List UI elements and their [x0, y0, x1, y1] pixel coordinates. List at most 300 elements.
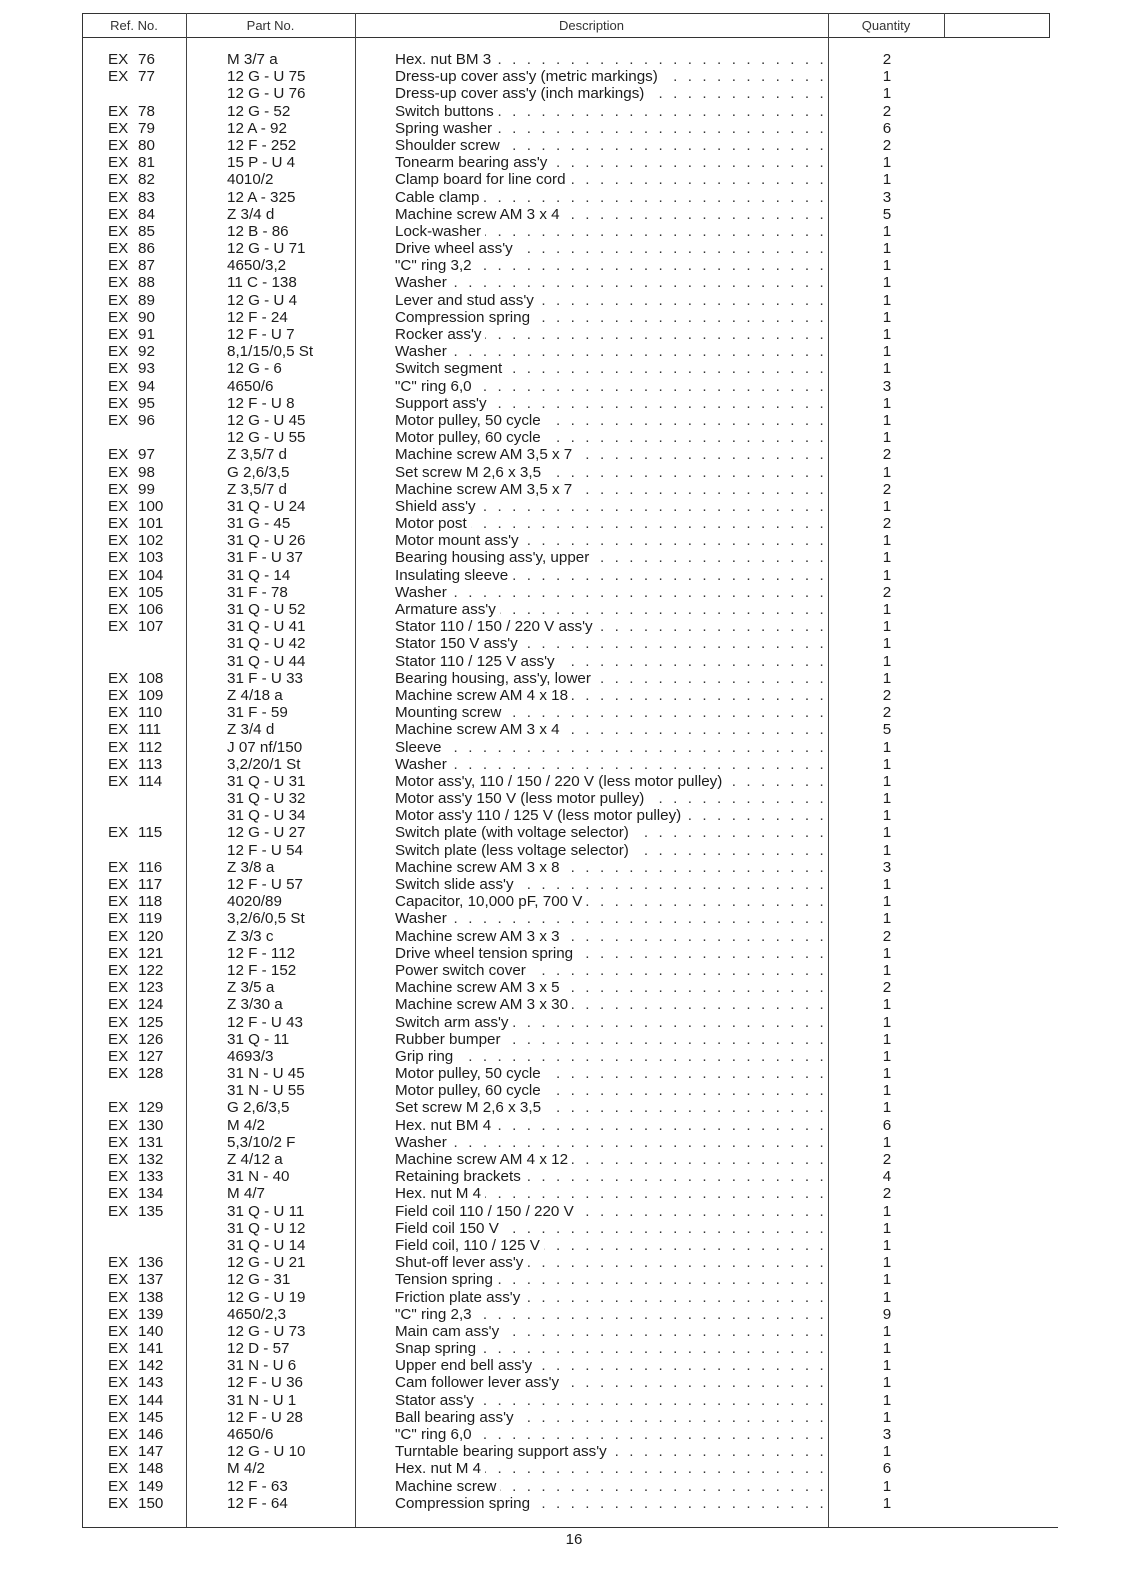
quantity-cell: 2: [882, 1151, 892, 1168]
description-cell: [395, 1082, 825, 1099]
ref-number: 94: [138, 377, 155, 395]
ref-number: 92: [138, 343, 155, 361]
quantity-cell: 1: [882, 601, 892, 618]
description-cell: [395, 1220, 825, 1237]
part-number-cell: 31 N - U 6: [227, 1357, 297, 1375]
description-text: Support ass'y: [395, 395, 491, 412]
ref-number: 87: [138, 257, 155, 275]
part-number-cell: 3,2/6/0,5 St: [227, 910, 305, 928]
description-text: Stator 150 V ass'y: [395, 635, 522, 652]
part-number-cell: 12 D - 57: [227, 1340, 290, 1358]
description-cell: [395, 1409, 825, 1426]
quantity-cell: 1: [882, 910, 892, 928]
ref-number: 77: [138, 68, 155, 86]
ref-number: 95: [138, 394, 155, 412]
part-number-cell: 12 F - 24: [227, 308, 288, 326]
quantity-cell: 5: [882, 205, 892, 223]
part-number-cell: 31 Q - U 14: [227, 1236, 306, 1254]
ref-cell: [108, 876, 204, 893]
ref-number: 130: [138, 1116, 164, 1134]
part-number-cell: 12 F - 112: [227, 944, 296, 962]
ref-number: 80: [138, 136, 155, 154]
part-number-cell: Z 3/3 c: [227, 927, 274, 945]
ref-cell: [108, 412, 204, 429]
part-number-cell: 31 N - 40: [227, 1168, 290, 1186]
description-cell: [395, 1203, 825, 1220]
ref-prefix: EX: [108, 601, 129, 618]
ref-number: 119: [138, 910, 163, 928]
description-text: Machine screw AM 4 x 12: [395, 1151, 572, 1168]
description-cell: [395, 412, 825, 429]
description-cell: [395, 1495, 825, 1512]
ref-number: 86: [138, 240, 155, 258]
description-cell: [395, 292, 825, 309]
table-row: [82, 1254, 1050, 1271]
quantity-cell: 3: [882, 377, 892, 395]
part-number-cell: 31 Q - 14: [227, 566, 291, 584]
description-cell: [395, 1374, 825, 1391]
description-text: Switch plate (less voltage selector): [395, 842, 633, 859]
table-row: [82, 893, 1050, 910]
ref-prefix: EX: [108, 377, 129, 395]
ref-cell: [108, 910, 204, 927]
part-number-cell: 4020/89: [227, 893, 282, 911]
ref-cell: [108, 171, 204, 188]
ref-prefix: EX: [108, 721, 129, 739]
table-row: [82, 51, 1050, 68]
ref-prefix: EX: [108, 1151, 129, 1168]
part-number-cell: 12 A - 325: [227, 188, 296, 206]
description-cell: [395, 1117, 825, 1134]
description-text: Motor ass'y 150 V (less motor pulley): [395, 790, 648, 807]
description-text: Snap spring: [395, 1340, 480, 1357]
ref-prefix: EX: [108, 1374, 129, 1392]
ref-number: 111: [138, 721, 162, 739]
ref-prefix: EX: [108, 583, 129, 601]
ref-cell: [108, 859, 204, 876]
quantity-cell: 1: [882, 876, 892, 893]
ref-number: 124: [138, 996, 164, 1014]
quantity-cell: 1: [882, 274, 892, 292]
description-text: Field coil 150 V: [395, 1220, 503, 1237]
description-cell: [395, 309, 825, 326]
quantity-cell: 1: [882, 85, 892, 103]
table-row: [82, 859, 1050, 876]
quantity-cell: 1: [882, 343, 892, 361]
table-row: [82, 68, 1050, 85]
ref-prefix: EX: [108, 480, 129, 498]
part-number-cell: 12 G - U 27: [227, 824, 306, 842]
ref-number: 85: [138, 222, 155, 240]
table-row: [82, 1409, 1050, 1426]
part-number-cell: 31 Q - U 34: [227, 807, 306, 825]
ref-prefix: EX: [108, 1408, 129, 1426]
quantity-cell: 2: [882, 102, 892, 120]
ref-prefix: EX: [108, 686, 129, 704]
description-cell: [395, 360, 825, 377]
part-number-cell: 31 N - U 1: [227, 1391, 297, 1409]
ref-cell: [108, 240, 204, 257]
quantity-cell: 2: [882, 686, 892, 704]
table-row: [82, 171, 1050, 188]
ref-cell: [108, 481, 204, 498]
quantity-cell: 1: [882, 1030, 892, 1048]
description-text: Machine screw AM 3 x 3: [395, 928, 564, 945]
quantity-cell: 1: [882, 411, 892, 429]
ref-cell: [108, 584, 204, 601]
description-cell: [395, 996, 825, 1013]
table-row: [82, 687, 1050, 704]
description-text: Friction plate ass'y: [395, 1289, 524, 1306]
quantity-cell: 2: [882, 979, 892, 997]
description-text: Compression spring: [395, 1495, 534, 1512]
quantity-cell: 1: [882, 1082, 892, 1100]
description-cell: [395, 584, 825, 601]
quantity-cell: 1: [882, 1477, 892, 1495]
part-number-cell: 5,3/10/2 F: [227, 1133, 296, 1151]
table-row: [82, 979, 1050, 996]
ref-number: 84: [138, 205, 155, 223]
table-row: [82, 1203, 1050, 1220]
ref-prefix: EX: [108, 704, 129, 722]
table-row: [82, 1220, 1050, 1237]
header-quantity: Quantity: [861, 18, 911, 33]
quantity-cell: 1: [882, 790, 892, 808]
part-number-cell: 12 A - 92: [227, 119, 287, 137]
ref-cell: [108, 1203, 204, 1220]
ref-prefix: EX: [108, 1168, 129, 1186]
part-number-cell: 31 Q - U 26: [227, 532, 306, 550]
table-row: [82, 1168, 1050, 1185]
description-cell: [395, 670, 825, 687]
description-text: Set screw M 2,6 x 3,5: [395, 464, 545, 481]
part-number-cell: 8,1/15/0,5 St: [227, 343, 314, 361]
table-row: [82, 1031, 1050, 1048]
part-number-cell: 31 Q - U 11: [227, 1202, 305, 1220]
description-cell: [395, 1289, 825, 1306]
part-number-cell: 12 G - U 10: [227, 1443, 306, 1461]
table-row: [82, 1151, 1050, 1168]
description-cell: [395, 687, 825, 704]
quantity-cell: 3: [882, 188, 892, 206]
quantity-cell: 2: [882, 51, 892, 68]
ref-number: 120: [138, 927, 164, 945]
ref-number: 149: [138, 1477, 164, 1495]
quantity-cell: 6: [882, 119, 892, 137]
description-text: Spring washer: [395, 120, 496, 137]
part-number-cell: G 2,6/3,5: [227, 1099, 290, 1117]
quantity-cell: 1: [882, 1408, 892, 1426]
ref-number: 106: [138, 601, 164, 618]
quantity-cell: 1: [882, 360, 892, 378]
table-row: [82, 326, 1050, 343]
description-text: Turntable bearing support ass'y: [395, 1443, 611, 1460]
description-text: Motor post: [395, 515, 471, 532]
part-number-cell: 12 F - U 7: [227, 326, 295, 343]
quantity-cell: 1: [882, 222, 892, 240]
quantity-cell: 1: [882, 961, 892, 979]
quantity-cell: 1: [882, 429, 892, 447]
ref-number: 145: [138, 1408, 164, 1426]
ref-number: 142: [138, 1357, 164, 1375]
quantity-cell: 1: [882, 996, 892, 1014]
quantity-cell: 1: [882, 566, 892, 584]
ref-cell: [108, 1392, 204, 1409]
description-cell: [395, 171, 825, 188]
part-number-cell: M 4/2: [227, 1116, 265, 1134]
ref-cell: [108, 1374, 204, 1391]
description-text: Hex. nut M 4: [395, 1460, 485, 1477]
header-ref-no: Ref. No.: [110, 18, 158, 33]
quantity-cell: 1: [882, 1236, 892, 1254]
part-number-cell: 12 G - U 71: [227, 240, 306, 258]
description-text: Motor pulley, 60 cycle: [395, 429, 545, 446]
ref-cell: [108, 309, 204, 326]
ref-prefix: EX: [108, 738, 129, 756]
part-number-cell: 12 G - U 73: [227, 1322, 306, 1340]
quantity-cell: 5: [882, 721, 892, 739]
description-cell: [395, 1478, 825, 1495]
table-row: [82, 807, 1050, 824]
description-cell: [395, 1014, 825, 1031]
quantity-cell: 2: [882, 515, 892, 533]
ref-cell: [108, 498, 204, 515]
ref-prefix: EX: [108, 1271, 129, 1289]
description-cell: [395, 842, 825, 859]
ref-cell: [108, 893, 204, 910]
description-cell: [395, 824, 825, 841]
table-row: [82, 1289, 1050, 1306]
description-cell: [395, 532, 825, 549]
description-cell: [395, 189, 825, 206]
part-number-cell: 12 G - U 21: [227, 1254, 306, 1272]
ref-prefix: EX: [108, 394, 129, 412]
ref-prefix: EX: [108, 1013, 129, 1031]
description-text: Machine screw AM 3 x 4: [395, 206, 564, 223]
ref-prefix: EX: [108, 876, 129, 893]
ref-number: 101: [138, 515, 164, 533]
description-cell: [395, 1323, 825, 1340]
quantity-cell: 3: [882, 858, 892, 876]
ref-number: 81: [138, 154, 155, 172]
ref-prefix: EX: [108, 824, 129, 842]
description-cell: [395, 154, 825, 171]
ref-prefix: EX: [108, 343, 129, 361]
description-cell: [395, 223, 825, 240]
description-text: Washer: [395, 910, 451, 927]
ref-prefix: EX: [108, 858, 129, 876]
description-text: Motor ass'y 110 / 125 V (less motor pulley): [395, 807, 685, 824]
description-cell: [395, 979, 825, 996]
ref-cell: [108, 360, 204, 377]
quantity-cell: 1: [882, 394, 892, 412]
part-number-cell: 31 N - U 45: [227, 1065, 305, 1083]
description-text: "C" ring 2,3: [395, 1306, 476, 1323]
ref-number: 90: [138, 308, 155, 326]
ref-prefix: EX: [108, 257, 129, 275]
description-text: Switch arm ass'y: [395, 1014, 512, 1031]
ref-prefix: EX: [108, 1477, 129, 1495]
table-row: [82, 446, 1050, 463]
ref-number: 114: [138, 772, 163, 790]
description-text: Machine screw AM 3 x 4: [395, 721, 564, 738]
table-row: [82, 309, 1050, 326]
ref-prefix: EX: [108, 1443, 129, 1461]
description-cell: [395, 1151, 825, 1168]
ref-prefix: EX: [108, 979, 129, 997]
description-cell: [395, 378, 825, 395]
description-cell: [395, 567, 825, 584]
ref-cell: [108, 1495, 204, 1512]
part-number-cell: 12 B - 86: [227, 222, 289, 240]
description-cell: [395, 1048, 825, 1065]
description-text: Grip ring: [395, 1048, 457, 1065]
quantity-cell: 1: [882, 463, 892, 481]
quantity-cell: 2: [882, 136, 892, 154]
ref-prefix: EX: [108, 1254, 129, 1272]
quantity-cell: 1: [882, 549, 892, 567]
ref-prefix: EX: [108, 1494, 129, 1512]
ref-number: 138: [138, 1288, 164, 1306]
table-row: [82, 360, 1050, 377]
description-cell: [395, 1254, 825, 1271]
ref-cell: [108, 1460, 204, 1477]
ref-prefix: EX: [108, 154, 129, 172]
table-row: [82, 85, 1050, 102]
quantity-cell: 2: [882, 583, 892, 601]
quantity-cell: 1: [882, 652, 892, 670]
table-row: [82, 1392, 1050, 1409]
part-number-cell: 12 F - 252: [227, 136, 297, 154]
table-row: [82, 103, 1050, 120]
quantity-cell: 3: [882, 1426, 892, 1443]
ref-cell: [108, 1254, 204, 1271]
ref-cell: [108, 670, 204, 687]
table-row: [82, 1426, 1050, 1443]
description-cell: [395, 739, 825, 756]
ref-cell: [108, 292, 204, 309]
table-row: [82, 1082, 1050, 1099]
table-row: [82, 481, 1050, 498]
ref-prefix: EX: [108, 755, 129, 773]
table-row: [82, 1495, 1050, 1512]
ref-number: 134: [138, 1185, 164, 1203]
table-row: [82, 154, 1050, 171]
ref-number: 97: [138, 446, 155, 464]
description-cell: [395, 1031, 825, 1048]
quantity-cell: 1: [882, 1494, 892, 1512]
ref-number: 135: [138, 1202, 164, 1220]
header-bottom-border: [82, 37, 1050, 38]
description-text: Shut-off lever ass'y: [395, 1254, 527, 1271]
quantity-cell: 1: [882, 893, 892, 911]
description-cell: [395, 206, 825, 223]
description-text: Mounting screw: [395, 704, 505, 721]
quantity-cell: 1: [882, 154, 892, 172]
table-row: [82, 1443, 1050, 1460]
quantity-cell: 2: [882, 1185, 892, 1203]
description-text: Field coil 110 / 150 / 220 V: [395, 1203, 578, 1220]
part-number-cell: 12 G - U 55: [227, 429, 306, 447]
description-cell: [395, 756, 825, 773]
table-row: [82, 704, 1050, 721]
description-text: Stator 110 / 150 / 220 V ass'y: [395, 618, 597, 635]
quantity-cell: 1: [882, 257, 892, 275]
description-cell: [395, 721, 825, 738]
description-cell: [395, 549, 825, 566]
part-number-cell: 12 F - U 57: [227, 876, 303, 893]
description-text: Hex. nut BM 4: [395, 1117, 495, 1134]
description-cell: [395, 343, 825, 360]
part-number-cell: 31 Q - U 42: [227, 635, 306, 653]
ref-number: 144: [138, 1391, 164, 1409]
quantity-cell: 1: [882, 618, 892, 636]
ref-number: 96: [138, 411, 155, 429]
quantity-cell: 1: [882, 308, 892, 326]
part-number-cell: 31 F - 78: [227, 583, 288, 601]
quantity-cell: 1: [882, 1099, 892, 1117]
part-number-cell: Z 3/5 a: [227, 979, 275, 997]
part-number-cell: 12 F - U 36: [227, 1374, 303, 1392]
ref-cell: [108, 206, 204, 223]
description-text: Tonearm bearing ass'y: [395, 154, 551, 171]
ref-cell: [108, 601, 204, 618]
description-text: Tension spring: [395, 1271, 497, 1288]
ref-prefix: EX: [108, 1288, 129, 1306]
table-row: [82, 721, 1050, 738]
table-row: [82, 1478, 1050, 1495]
description-text: Machine screw AM 3,5 x 7: [395, 481, 576, 498]
table-row: [82, 532, 1050, 549]
description-cell: [395, 618, 825, 635]
description-text: Washer: [395, 584, 451, 601]
table-row: [82, 549, 1050, 566]
ref-cell: [108, 756, 204, 773]
ref-cell: [108, 395, 204, 412]
ref-prefix: EX: [108, 1047, 129, 1065]
ref-prefix: EX: [108, 1185, 129, 1203]
ref-number: 108: [138, 669, 164, 687]
description-text: Stator 110 / 125 V ass'y: [395, 653, 559, 670]
part-number-cell: Z 3,5/7 d: [227, 480, 287, 498]
ref-number: 88: [138, 274, 155, 292]
part-number-cell: 12 F - 64: [227, 1494, 288, 1512]
description-cell: [395, 1426, 825, 1443]
quantity-cell: 1: [882, 807, 892, 825]
parts-rows: [82, 51, 1050, 1512]
ref-prefix: EX: [108, 1202, 129, 1220]
table-row: [82, 120, 1050, 137]
ref-cell: [108, 1306, 204, 1323]
ref-prefix: EX: [108, 944, 129, 962]
ref-number: 131: [138, 1133, 164, 1151]
ref-prefix: EX: [108, 772, 129, 790]
description-cell: [395, 1392, 825, 1409]
table-row: [82, 635, 1050, 652]
description-text: Machine screw AM 3 x 5: [395, 979, 564, 996]
description-text: Compression spring: [395, 309, 534, 326]
ref-number: 140: [138, 1322, 164, 1340]
description-text: Switch segment: [395, 360, 506, 377]
part-number-cell: Z 3/4 d: [227, 721, 275, 739]
description-text: Motor pulley, 60 cycle: [395, 1082, 545, 1099]
description-text: Machine screw AM 3 x 8: [395, 859, 564, 876]
part-number-cell: 31 Q - 11: [227, 1030, 290, 1048]
ref-prefix: EX: [108, 274, 129, 292]
ref-prefix: EX: [108, 1357, 129, 1375]
description-cell: [395, 807, 825, 824]
description-cell: [395, 704, 825, 721]
